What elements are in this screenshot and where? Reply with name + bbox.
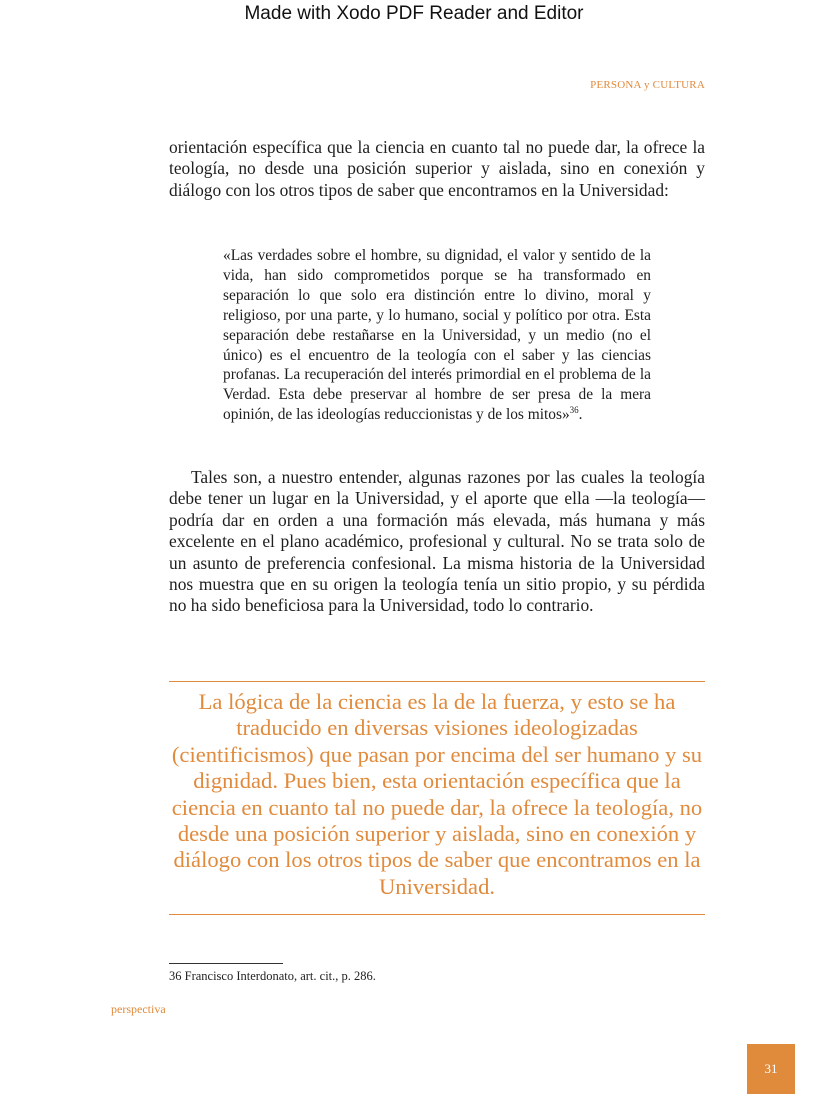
page-number: 31 — [764, 1061, 778, 1076]
footnote-reference[interactable]: 36 — [569, 405, 579, 416]
watermark-banner: Made with Xodo PDF Reader and Editor — [244, 3, 584, 24]
block-quote-end: . — [578, 406, 583, 424]
block-quote-text: «Las verdades sobre el hombre, su dignidad, el valor y sentido de la vida, han sido comprometidos porque se ha transformado en separación lo que solo era distinción entre lo divino, moral y religioso, por una parte, y lo humano, social y político por otra. Esta separación debe restañarse en la Universidad, y un medio (no el único) es el encuentro de la teología con el saber y las ciencias profanas. La recuperación del interés primordial en el problema de la Verdad. Esta debe preservar al hombre de ser presa de la mera opinión, de las ideologías reduccionistas y de los mitos» — [223, 247, 651, 424]
pull-quote: La lógica de la ciencia es la de la fuerza, y esto se ha traducido en diversas visiones ideologizadas (cientificismos) que pasan por encima del ser humano y su dignidad. Pues bien, esta orientación específica que la ciencia en cuanto tal no puede dar, la ofrece la teología, no desde una posición superior y aislada, sino en conexión y diálogo con los otros tipos de saber que encontramos en la Universidad. — [171, 689, 703, 899]
footnote-divider — [169, 963, 283, 964]
pullquote-top-rule — [169, 681, 705, 682]
running-head: PERSONA y CULTURA — [590, 79, 705, 91]
body-paragraph-1: orientación específica que la ciencia en cuanto tal no puede dar, la ofrece la teología, no desde una posición superior y aislada, sino en conexión y diálogo con los otros tipos de saber que encontramos en la Universidad: — [169, 137, 705, 200]
pullquote-bottom-rule — [169, 914, 705, 915]
footer-section-label: perspectiva — [111, 1002, 166, 1016]
page-number-badge — [747, 1044, 795, 1094]
footnote-36: 36 Francisco Interdonato, art. cit., p. 286. — [169, 969, 376, 983]
body-paragraph-2: Tales son, a nuestro entender, algunas razones por las cuales la teología debe tener un lugar en la Universidad, y el aporte que ella —la teología— podría dar en orden a una formación más elevada, más humana y más excelente en el plano académico, profesional y cultural. No se trata solo de un asunto de preferencia confesional. La misma historia de la Universidad nos muestra que en su origen la teología tenía un sitio propio, y su pérdida no ha sido beneficiosa para la Universidad, todo lo contrario. — [169, 467, 705, 616]
block-quote — [223, 246, 651, 425]
